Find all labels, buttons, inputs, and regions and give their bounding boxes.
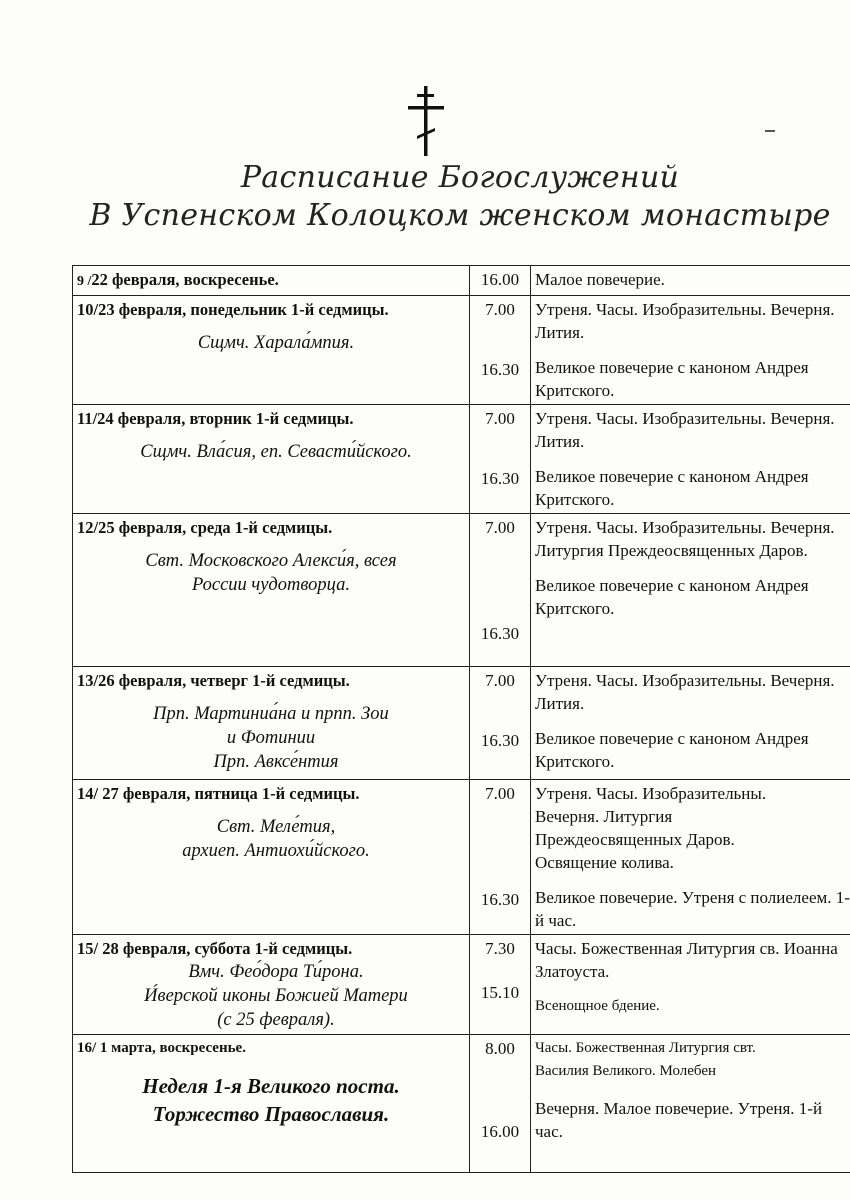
service: Великое повечерие с каноном Андрея Критского.	[535, 729, 809, 771]
service-cell	[531, 266, 850, 296]
date-heading: 16/ 1 марта, воскресенье.	[77, 1040, 246, 1056]
service: Малое повечерие.	[535, 270, 665, 289]
date-cell	[73, 1035, 470, 1173]
date-cell	[73, 667, 470, 780]
service-cell	[531, 667, 850, 780]
date-cell	[73, 780, 470, 935]
feast-title: Торжество Православия.	[152, 1102, 390, 1126]
date-heading: 13/26 февраля, четверг 1-й седмицы.	[77, 671, 350, 690]
time: 16.30	[480, 890, 520, 909]
table-row	[73, 780, 850, 935]
service: Утреня. Часы. Изобразительны. Вечерня.	[535, 518, 835, 537]
service: Утреня. Часы. Изобразительны. Вечерня. Лития.	[535, 671, 835, 713]
time-cell	[470, 667, 531, 780]
table-row	[73, 935, 850, 1035]
service-cell	[531, 514, 850, 667]
time: 7.30	[485, 939, 515, 958]
time: 7.00	[485, 409, 515, 428]
time: 16.30	[480, 624, 520, 643]
saint-name: Сщмч. Харала́мпия.	[197, 333, 355, 353]
date-heading: 11/24 февраля, вторник 1-й седмицы.	[77, 409, 354, 428]
saint-name: Прп. Мартиниа́на и прпп. Зои и Фотинии	[153, 704, 389, 748]
service-cell	[531, 780, 850, 935]
service: Великое повечерие. Утреня с полиелеем. 1-й час.	[535, 888, 850, 930]
schedule-table	[72, 265, 850, 1173]
saint-name: Прп. Авксе́нтия	[213, 752, 339, 772]
saint-name: Свт. Меле́тия,	[216, 817, 336, 837]
time: 16.00	[480, 270, 520, 289]
service-cell	[531, 296, 850, 405]
service: Великое повечерие с каноном Андрея Критского.	[535, 467, 809, 509]
table-row	[73, 1035, 850, 1173]
time: 16.30	[480, 731, 520, 750]
date-cell	[73, 405, 470, 514]
service: Часы. Божественная Литургия св. Иоанна Златоуста.	[535, 939, 838, 981]
saint-name: Сщмч. Вла́сия, еп. Севасти́йского.	[140, 442, 412, 462]
date-heading: 14/ 27 февраля, пятница 1-й седмицы.	[77, 784, 360, 803]
time: 7.00	[485, 784, 515, 803]
time: 16.00	[480, 1122, 520, 1141]
date-cell	[73, 514, 470, 667]
time-cell	[470, 935, 531, 1035]
service: Утреня. Часы. Изобразительны. Вечерня. Литургия Преждеосвященных Даров. Освящение колива.	[535, 784, 767, 872]
service: Часы. Божественная Литургия свт. Василия Великого. Молебен	[535, 1040, 756, 1079]
time: 7.00	[485, 671, 515, 690]
saint-name: Вмч. Фео́дора Ти́рона.	[188, 962, 364, 982]
date-cell	[73, 266, 470, 296]
time: 7.00	[485, 518, 515, 537]
time: 16.30	[480, 469, 520, 488]
saint-name: Свт. Московского Алекси́я, всея России чудотворца.	[145, 551, 397, 595]
service: Утреня. Часы. Изобразительны. Вечерня. Лития.	[535, 409, 835, 451]
time-cell	[470, 780, 531, 935]
time: 16.30	[480, 360, 520, 379]
service: Всенощное бдение.	[535, 998, 660, 1014]
date-heading: 12/25 февраля, среда 1-й седмицы.	[77, 518, 333, 537]
table-row	[73, 266, 850, 296]
date-cell	[73, 935, 470, 1035]
feast-title: Неделя 1-я Великого поста.	[142, 1074, 400, 1098]
table-row	[73, 667, 850, 780]
saint-name: (с 25 февраля).	[217, 1010, 335, 1030]
date-heading: 15/ 28 февраля, суббота 1-й седмицы.	[77, 939, 353, 958]
time-cell	[470, 296, 531, 405]
service: Литургия Преждеосвященных Даров.	[535, 541, 808, 560]
date-heading: 22 февраля, воскресенье.	[91, 270, 279, 289]
time-cell	[470, 514, 531, 667]
time: 7.00	[485, 300, 515, 319]
saint-name: архиеп. Антиохи́йского.	[182, 841, 370, 861]
date-heading: 10/23 февраля, понедельник 1-й седмицы.	[77, 300, 389, 319]
service-cell	[531, 405, 850, 514]
table-row	[73, 405, 850, 514]
title-line-1: Расписание Богослужений	[240, 160, 680, 195]
time: 8.00	[485, 1039, 515, 1058]
orthodox-cross-icon	[404, 86, 448, 156]
date-cell	[73, 296, 470, 405]
time-cell	[470, 266, 531, 296]
service: Утреня. Часы. Изобразительны. Вечерня. Лития.	[535, 300, 835, 342]
service: Вечерня. Малое повечерие. Утреня. 1-й час.	[535, 1099, 823, 1141]
scan-mark	[765, 130, 775, 132]
service-cell	[531, 1035, 850, 1173]
service: Великое повечерие с каноном Андрея Критского.	[535, 358, 809, 400]
date-prefix: 9 /	[77, 274, 92, 289]
table-row	[73, 296, 850, 405]
title-line-2: В Успенском Колоцком женском монастыре	[89, 198, 831, 233]
saint-name: И́верской иконы Божией Матери	[144, 986, 408, 1006]
table-row	[73, 514, 850, 667]
service-cell	[531, 935, 850, 1035]
service: Великое повечерие с каноном Андрея Критского.	[535, 576, 809, 618]
time-cell	[470, 1035, 531, 1173]
time-cell	[470, 405, 531, 514]
time: 15.10	[480, 983, 520, 1002]
